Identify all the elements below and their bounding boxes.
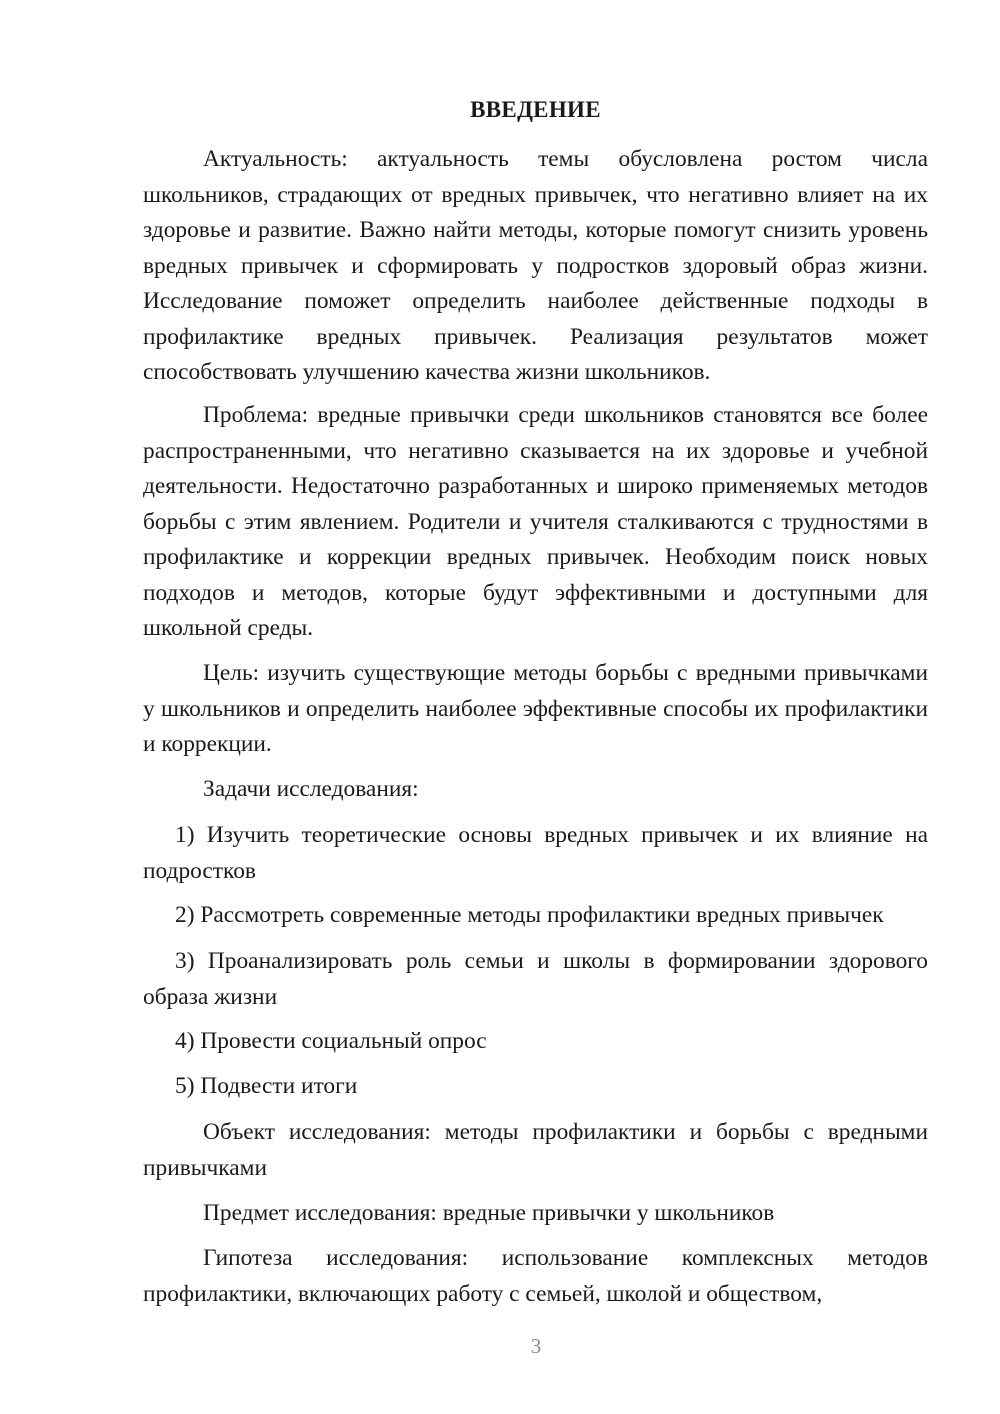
section-heading: ВВЕДЕНИЕ: [470, 97, 601, 122]
paragraph-object: Объект исследования: методы профилактики и борьбы с вредными привычками: [143, 1119, 928, 1181]
paragraph-hypothesis: Гипотеза исследования: использование комплексных методов профилактики, включающих работу с семьей, школой и обществом,: [143, 1245, 928, 1307]
paragraph-relevance: Актуальность: актуальность темы обусловлена ростом числа школьников, страдающих от вредных привычек, что негативно влияет на их здоровье и развитие. Важно найти методы, которые помогут снизить уровень вредных привычек и сформировать у подростков здоровый образ жизни. Исследование поможет определить наиболее действенные подходы в профилактике вредных привычек. Реализация результатов может способствовать улучшению качества жизни школьников.: [143, 146, 928, 385]
task-item-3: 3) Проанализировать роль семьи и школы в формировании здорового образа жизни: [143, 948, 928, 1010]
page-number: 3: [530, 1334, 542, 1358]
task-item-1: 1) Изучить теоретические основы вредных привычек и их влияние на подростков: [143, 822, 928, 884]
paragraph-goal: Цель: изучить существующие методы борьбы с вредными привычками у школьников и определить наиболее эффективные способы их профилактики и коррекции.: [143, 660, 928, 757]
task-item-2: 2) Рассмотреть современные методы профилактики вредных привычек: [175, 902, 884, 928]
paragraph-problem: Проблема: вредные привычки среди школьников становятся все более распространенными, что негативно сказывается на их здоровье и учебной деятельности. Недостаточно разработанных и широко применяемых методов борьбы с этим явлением. Родители и учителя сталкиваются с трудностями в профилактике и коррекции вредных привычек. Необходим поиск новых подходов и методов, которые будут эффективными и доступными для школьной среды.: [143, 402, 928, 641]
task-item-4: 4) Провести социальный опрос: [175, 1028, 487, 1054]
task-item-5: 5) Подвести итоги: [175, 1073, 358, 1099]
paragraph-tasks-heading: Задачи исследования:: [203, 776, 419, 802]
paragraph-subject: Предмет исследования: вредные привычки у школьников: [203, 1200, 775, 1226]
